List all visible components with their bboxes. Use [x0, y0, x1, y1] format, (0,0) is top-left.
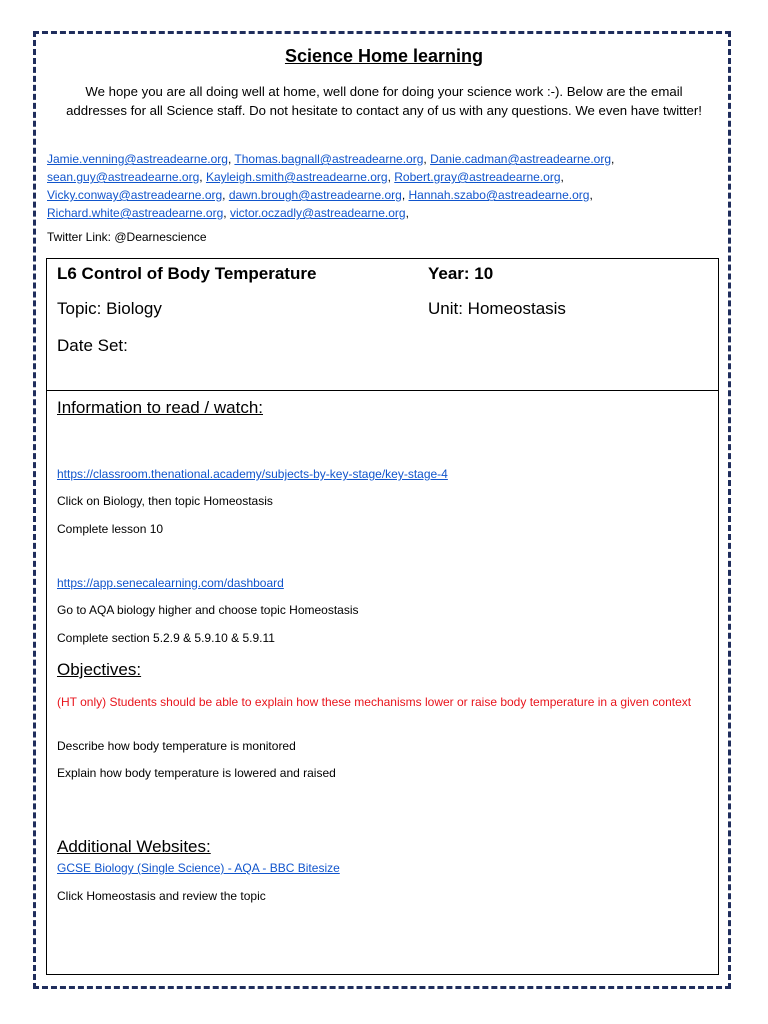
header-divider — [46, 390, 719, 391]
objective-1: Describe how body temperature is monitored — [57, 739, 296, 753]
bbc-bitesize-link[interactable]: GCSE Biology (Single Science) - AQA - BBC Bitesize — [57, 861, 340, 875]
objective-ht: (HT only) Students should be able to explain how these mechanisms lower or raise body temperature in a given context — [57, 695, 692, 709]
year-label: Year: 10 — [428, 264, 494, 283]
email-link[interactable]: dawn.brough@astreadearne.org — [228, 188, 402, 202]
email-link[interactable]: Richard.white@astreadearne.org — [47, 206, 224, 220]
email-link[interactable]: Thomas.bagnall@astreadearne.org — [234, 152, 424, 166]
additional-heading: Additional Websites: — [57, 837, 211, 856]
date-set-label: Date Set: — [57, 336, 128, 355]
objectives-heading: Objectives: — [57, 660, 142, 679]
page-title: Science Home learning — [284, 46, 484, 66]
info-step-2: Complete lesson 10 — [57, 522, 164, 536]
email-link[interactable]: sean.guy@astreadearne.org — [47, 170, 200, 184]
oak-academy-link[interactable]: https://classroom.thenational.academy/subjects-by-key-stage/key-stage-4 — [57, 467, 448, 481]
objective-2: Explain how body temperature is lowered and raised — [57, 766, 336, 780]
email-link[interactable]: Vicky.conway@astreadearne.org — [47, 188, 223, 202]
email-link[interactable]: victor.oczadly@astreadearne.org — [229, 206, 406, 220]
intro-text: We hope you are all doing well at home, well done for doing your science work :-). Below are the email addresses for all Science staff. Do not hesitate to contact any of us with any questions. We even have twitter! — [66, 84, 702, 118]
info-step-1: Click on Biology, then topic Homeostasis — [57, 494, 273, 508]
topic-label: Topic: Biology — [57, 299, 162, 318]
info-step-3: Go to AQA biology higher and choose topic Homeostasis — [57, 603, 359, 617]
seneca-link[interactable]: https://app.senecalearning.com/dashboard — [57, 576, 284, 590]
email-link[interactable]: Danie.cadman@astreadearne.org — [430, 152, 612, 166]
info-step-4: Complete section 5.2.9 & 5.9.10 & 5.9.11 — [57, 631, 275, 645]
lesson-title: L6 Control of Body Temperature — [57, 264, 317, 283]
email-link[interactable]: Jamie.venning@astreadearne.org — [47, 152, 228, 166]
twitter-link: Twitter Link: @Dearnescience — [47, 230, 207, 244]
email-link[interactable]: Kayleigh.smith@astreadearne.org — [205, 170, 388, 184]
info-heading: Information to read / watch: — [57, 398, 263, 417]
additional-step: Click Homeostasis and review the topic — [57, 889, 266, 903]
email-link[interactable]: Robert.gray@astreadearne.org — [394, 170, 561, 184]
email-link[interactable]: Hannah.szabo@astreadearne.org — [408, 188, 590, 202]
email-list: Jamie.venning@astreadearne.org, Thomas.bagnall@astreadearne.org, Danie.cadman@astreadearne.org, sean.guy@astreadearne.org, Kayleigh.smith@astreadearne.org, Robert.gray@astreadearne.org, Vicky.conway@astreadearne.org, dawn.brough@astreadearne.org, Hannah.szabo@astreadearne.org, Richard.white@astreadearne.org, victor.oczadly@astreadearne.org, — [47, 152, 615, 220]
unit-label: Unit: Homeostasis — [428, 299, 566, 318]
